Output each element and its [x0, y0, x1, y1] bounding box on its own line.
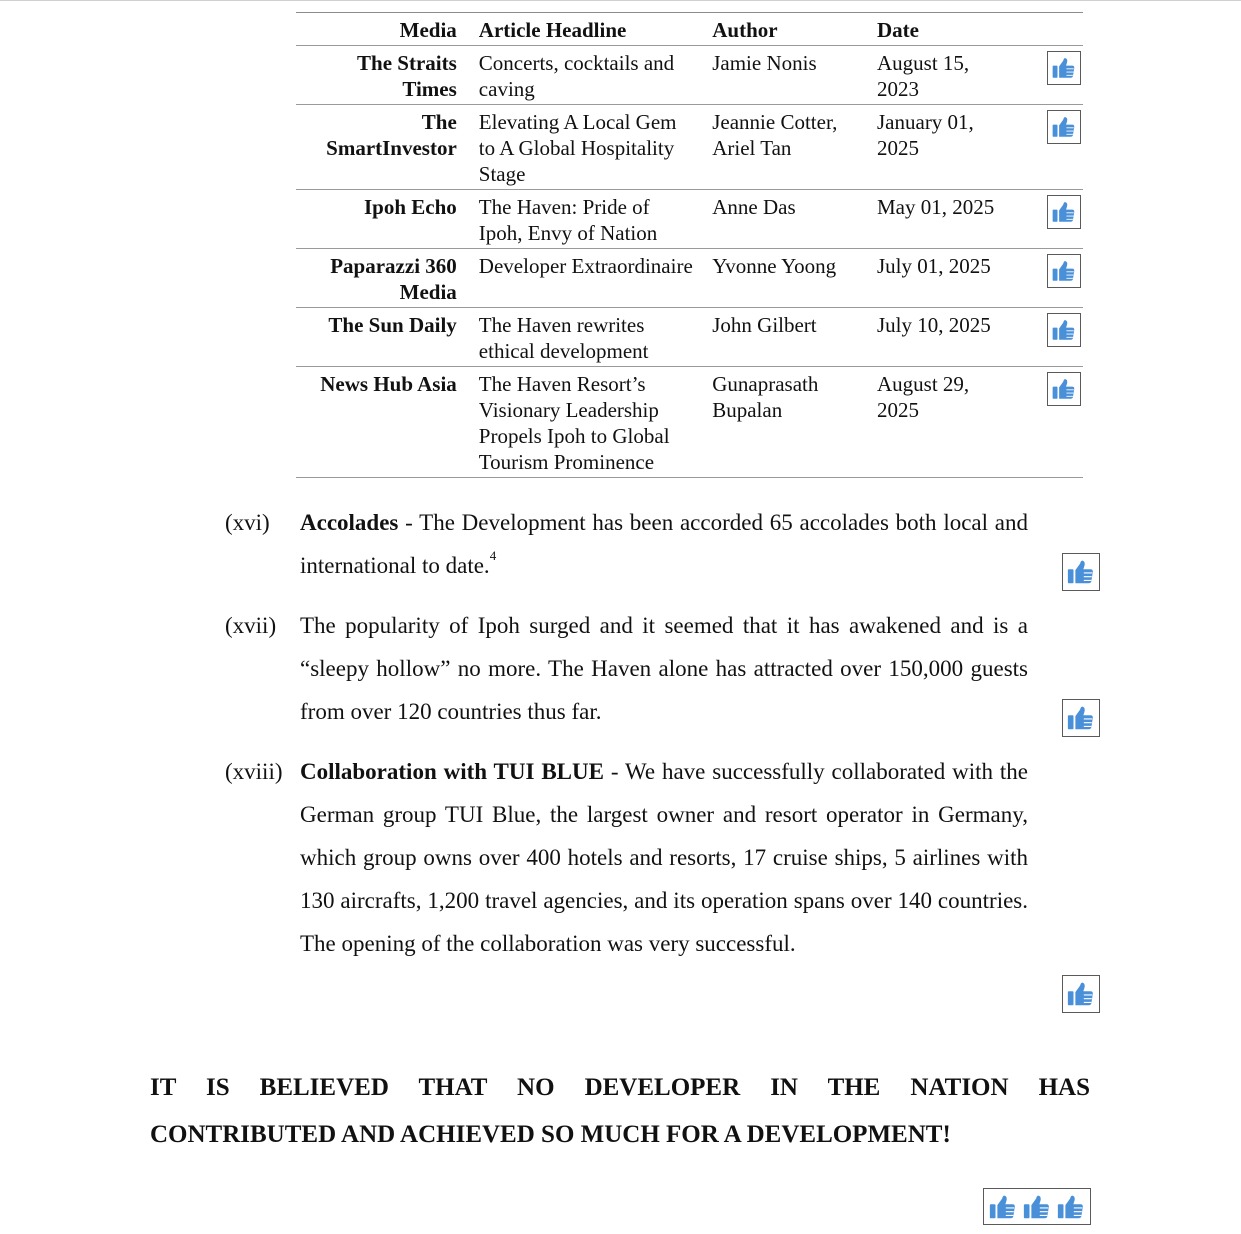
thumbs-up-icon — [1047, 372, 1081, 406]
item-text: - The Development has been accorded 65 accolades both local and international to date. — [300, 510, 1028, 578]
thumbs-up-icon — [1047, 195, 1081, 229]
cell-headline: The Haven: Pride of Ipoh, Envy of Nation — [471, 190, 704, 249]
cell-author: Jeannie Cotter, Ariel Tan — [704, 105, 869, 190]
cell-author: Gunaprasath Bupalan — [704, 367, 869, 478]
cell-date: August 15, 2023 — [869, 46, 1009, 105]
cell-headline: The Haven Resort’s Visionary Leadership Propels Ipoh to Global Tourism Prominence — [471, 367, 704, 478]
item-number: (xvii) — [225, 613, 277, 638]
thumbs-up-icon — [1021, 1192, 1053, 1222]
cell-headline: Developer Extraordinaire — [471, 249, 704, 308]
cell-date: August 29, 2025 — [869, 367, 1009, 478]
conclusion-statement — [150, 1064, 1090, 1158]
cell-author: Yvonne Yoong — [704, 249, 869, 308]
cell-media: Ipoh Echo — [296, 190, 471, 249]
header-author: Author — [704, 13, 869, 46]
table-header-row — [296, 13, 1083, 46]
item-body — [300, 750, 1028, 965]
thumbs-up-icon — [1062, 553, 1100, 591]
thumbs-up-icon — [1047, 51, 1081, 85]
table-row — [296, 308, 1083, 367]
cell-headline: Elevating A Local Gem to A Global Hospitality Stage — [471, 105, 704, 190]
cell-date: May 01, 2025 — [869, 190, 1009, 249]
top-rule — [0, 0, 1241, 1]
cell-author: Anne Das — [704, 190, 869, 249]
cell-headline: Concerts, cocktails and caving — [471, 46, 704, 105]
thumbs-up-icon — [1047, 254, 1081, 288]
thumbs-up-icon — [987, 1192, 1019, 1222]
cell-media: News Hub Asia — [296, 367, 471, 478]
cell-author: Jamie Nonis — [704, 46, 869, 105]
header-date: Date — [869, 13, 1009, 46]
item-text: The popularity of Ipoh surged and it seemed that it has awakened and is a “sleepy hollow” no more. The Haven alone has attracted over 150,000 guests from over 120 countries thus far. — [300, 613, 1028, 724]
header-headline: Article Headline — [471, 13, 704, 46]
header-media: Media — [296, 13, 471, 46]
cell-media: The Straits Times — [296, 46, 471, 105]
cell-author: John Gilbert — [704, 308, 869, 367]
item-text: - We have successfully collaborated with the German group TUI Blue, the largest owner and resort operator in Germany, which group owns over 400 hotels and resorts, 17 cruise ships, 5 airlines with 130 aircrafts, 1,200 travel agencies, and its operation spans over 140 countries. The opening of the collaboration was very successful. — [300, 759, 1028, 956]
thumbs-up-icon — [1055, 1192, 1087, 1222]
thumbs-up-icon — [1047, 313, 1081, 347]
thumbs-up-icon — [1047, 110, 1081, 144]
cell-media: Paparazzi 360 Media — [296, 249, 471, 308]
table-row — [296, 46, 1083, 105]
item-heading: Collaboration with TUI BLUE — [300, 759, 604, 784]
table-row — [296, 105, 1083, 190]
item-body — [300, 604, 1028, 733]
cell-date: January 01, 2025 — [869, 105, 1009, 190]
cell-headline: The Haven rewrites ethical development — [471, 308, 704, 367]
table-row — [296, 249, 1083, 308]
table-row — [296, 367, 1083, 478]
item-number: (xviii) — [225, 759, 283, 784]
media-coverage-table — [296, 12, 1083, 478]
triple-thumbs-up-icon — [983, 1188, 1091, 1225]
cell-media: The Sun Daily — [296, 308, 471, 367]
table-row — [296, 190, 1083, 249]
thumbs-up-icon — [1062, 975, 1100, 1013]
item-heading: Accolades — [300, 510, 399, 535]
cell-media: The SmartInvestor — [296, 105, 471, 190]
conclusion-line-1: IT IS BELIEVED THAT NO DEVELOPER IN THE NATION HAS — [150, 1074, 1090, 1101]
cell-date: July 10, 2025 — [869, 308, 1009, 367]
item-number: (xvi) — [225, 510, 270, 535]
header-like — [1009, 13, 1083, 46]
conclusion-line-2: CONTRIBUTED AND ACHIEVED SO MUCH FOR A DEVELOPMENT! — [150, 1121, 951, 1148]
cell-date: July 01, 2025 — [869, 249, 1009, 308]
item-body — [300, 501, 1028, 587]
footnote-marker: 4 — [489, 548, 497, 564]
thumbs-up-icon — [1062, 699, 1100, 737]
